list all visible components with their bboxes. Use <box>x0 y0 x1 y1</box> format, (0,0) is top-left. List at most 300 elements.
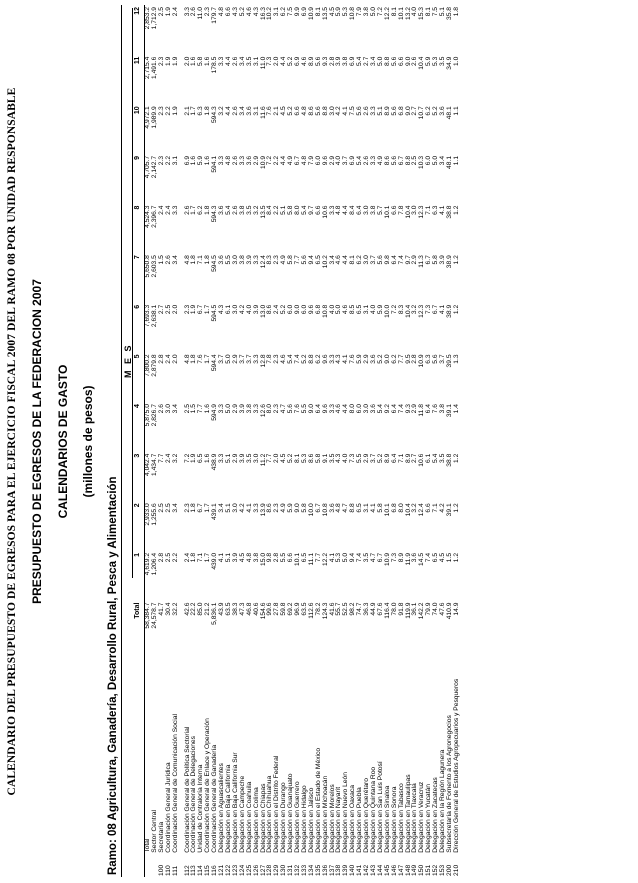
month-value: 5.1 <box>439 7 447 17</box>
month-value: 2.8 <box>328 56 336 66</box>
month-value: 6.7 <box>197 503 205 513</box>
table-row <box>302 5 309 877</box>
month-value: 5.6 <box>376 255 384 265</box>
month-value: 3.9 <box>252 304 260 315</box>
month-value: 11.1 <box>307 552 315 566</box>
total-value: 69.2 <box>287 602 295 616</box>
month-value: 2.3 <box>273 404 281 414</box>
month-value: 1.2 <box>452 255 460 265</box>
unit-code: 115 <box>204 865 212 876</box>
month-value: 7.4 <box>397 255 405 265</box>
month-value: 11.6 <box>259 106 267 119</box>
month-value: 12.6 <box>259 404 267 418</box>
month-value: 9.6 <box>307 304 315 315</box>
table-row <box>412 5 419 877</box>
month-value: 11.2 <box>259 453 267 467</box>
month-value: 6.6 <box>425 503 433 513</box>
month-value: 10.9 <box>418 354 426 368</box>
month-value: 5.1 <box>280 205 288 215</box>
month-value: 1,989.9 <box>150 106 158 129</box>
month-value: 4.7 <box>280 404 288 414</box>
month-value: 3.0 <box>363 205 371 215</box>
unit-name: Delegación en Baja California <box>224 764 232 853</box>
month-value: 5.0 <box>342 552 350 563</box>
month-value: 7.7 <box>266 453 274 463</box>
month-value: 1.1 <box>452 155 460 166</box>
month-value: 3.1 <box>252 56 260 66</box>
month-value: 4.6 <box>335 404 343 414</box>
month-value: 1.7 <box>190 205 198 215</box>
total-value: 44.9 <box>370 602 377 616</box>
month-value: 4.1 <box>328 552 336 563</box>
month-value: 4.5 <box>280 453 288 463</box>
table-row <box>254 5 261 877</box>
month-value: 3.4 <box>439 155 447 166</box>
month-value: 5.8 <box>287 255 295 265</box>
month-value: 1,255.6 <box>150 503 158 526</box>
month-value: 5.2 <box>280 304 288 315</box>
unit-name: Delegación en Oaxaca <box>349 785 357 853</box>
month-value: 5.0 <box>224 404 232 414</box>
month-value: 5.1 <box>224 503 232 513</box>
unit-code: 121 <box>218 864 226 876</box>
unit-name: Delegación en Chihuahua <box>266 775 274 853</box>
month-value: 5.2 <box>300 354 308 364</box>
total-value: 36.3 <box>363 602 371 616</box>
month-value: 3.3 <box>328 404 336 414</box>
month-value: 4,524.3 <box>144 205 151 228</box>
month-value: 6.8 <box>314 304 322 315</box>
table-row <box>240 5 247 877</box>
month-value: 7.6 <box>432 404 440 414</box>
month-value: 3.9 <box>238 453 246 463</box>
unit-name: Delegación en Sonora <box>390 786 398 853</box>
table-row <box>173 5 180 877</box>
month-value: 3.2 <box>411 503 419 513</box>
header-month: 5 <box>133 352 145 402</box>
month-value: 6.1 <box>224 304 232 315</box>
month-value: 6.2 <box>390 354 398 364</box>
unit-name: Coordinación General de Delegaciones <box>190 736 198 853</box>
unit-code: 111 <box>171 865 179 876</box>
month-value: 4.9 <box>280 503 288 513</box>
month-value: 3.5 <box>439 56 447 66</box>
month-value: 438.9 <box>211 453 219 471</box>
month-value: 4.7 <box>370 552 377 563</box>
total-value: 32.2 <box>171 602 179 616</box>
month-value: 1.2 <box>452 503 460 513</box>
total-value: 74.0 <box>432 602 440 616</box>
month-value: 5.3 <box>432 56 440 66</box>
table-row <box>426 5 433 877</box>
month-value: 3.1 <box>363 503 371 513</box>
month-value: 13.0 <box>259 304 267 318</box>
month-value: 1.4 <box>452 404 460 414</box>
table-row <box>323 5 330 877</box>
month-value: 8.9 <box>307 56 315 66</box>
total-value: 55.7 <box>335 602 343 616</box>
month-value: 5.3 <box>342 7 350 17</box>
month-value: 1.8 <box>452 7 460 17</box>
month-value: 6.8 <box>397 106 405 116</box>
month-value: 6.7 <box>314 503 322 513</box>
month-value: 9.0 <box>294 304 302 315</box>
month-value: 2.0 <box>171 304 179 315</box>
unit-name: Delegación en Puebla <box>356 787 364 853</box>
month-value: 15.0 <box>259 552 267 566</box>
month-value: 6.4 <box>390 255 398 265</box>
month-value: 7.6 <box>266 106 274 116</box>
unit-code: 137 <box>328 864 336 876</box>
month-value: 4.5 <box>238 552 246 563</box>
month-value: 3.6 <box>218 205 226 215</box>
month-value: 10.0 <box>383 304 391 318</box>
month-value: 1.7 <box>190 106 198 116</box>
table-row <box>378 5 385 877</box>
month-value: 3.8 <box>363 7 371 17</box>
month-value: 4.3 <box>218 304 226 315</box>
month-value: 3.3 <box>218 56 226 66</box>
month-value: 1,491.6 <box>150 56 158 79</box>
month-value: 1,206.4 <box>150 552 158 576</box>
month-value: 5.6 <box>314 106 322 116</box>
month-value: 12.3 <box>418 304 426 318</box>
month-value: 9.1 <box>321 453 329 463</box>
month-value: 6.4 <box>390 404 398 414</box>
month-value: 7.7 <box>197 404 205 414</box>
month-value: 2.5 <box>183 404 191 414</box>
month-value: 4.8 <box>183 354 191 364</box>
month-value: 9.7 <box>307 205 315 215</box>
month-value: 4.7 <box>342 503 350 513</box>
month-value: 4,972.1 <box>144 106 151 129</box>
month-value: 9.0 <box>404 56 412 66</box>
month-value: 6.0 <box>300 304 308 315</box>
month-value: 2.9 <box>328 155 336 166</box>
month-value: 6.6 <box>224 7 232 17</box>
month-value: 3.2 <box>252 205 260 215</box>
month-value: 3.7 <box>218 354 226 364</box>
unit-code: 125 <box>245 864 253 876</box>
unit-name: Delegación en Campeche <box>238 775 246 853</box>
month-value: 5.0 <box>224 354 232 364</box>
month-value: 6.3 <box>425 354 433 364</box>
month-value: 7,693.3 <box>144 304 151 328</box>
month-value: 7.5 <box>287 7 295 17</box>
month-value: 594.5 <box>211 304 219 322</box>
month-value: 1.5 <box>190 404 198 414</box>
month-value: 6.7 <box>425 255 433 265</box>
month-value: 9.2 <box>383 404 391 414</box>
month-value: 12.4 <box>418 503 426 517</box>
month-value: 7.1 <box>432 503 440 513</box>
table-row <box>152 5 159 877</box>
header-month: 12 <box>133 5 145 55</box>
month-value: 3.0 <box>252 453 260 463</box>
table-row <box>219 5 226 877</box>
month-value: 6.0 <box>356 404 364 414</box>
unit-name: Delegación en Sinaloa <box>383 785 391 853</box>
month-value: 5.8 <box>314 453 322 463</box>
header-name <box>133 654 145 855</box>
month-value: 1.8 <box>190 255 198 265</box>
month-value: 5.4 <box>376 404 384 414</box>
month-value: 5.5 <box>300 404 308 414</box>
month-value: 7.1 <box>397 453 405 463</box>
month-value: 48.1 <box>445 106 453 120</box>
unit-name: Coordinación General Jurídica <box>164 762 172 853</box>
month-value: 6.0 <box>287 304 295 315</box>
unit-name: Delegación en Morelos <box>328 784 336 853</box>
unit-code: 123 <box>231 864 239 876</box>
unit-code: 116 <box>211 865 219 876</box>
month-value: 3.0 <box>231 503 239 513</box>
month-value: 5.1 <box>224 453 232 463</box>
header-code <box>133 855 145 877</box>
month-value: 5.0 <box>432 155 440 166</box>
total-value: 91.8 <box>397 602 405 616</box>
month-value: 9.0 <box>383 354 391 364</box>
header-top-rule <box>121 5 122 877</box>
month-value: 10.4 <box>418 56 426 70</box>
month-value: 4.2 <box>335 106 343 116</box>
month-value: 4.6 <box>245 7 253 17</box>
unit-name: Delegación en la Región Lagunera <box>439 749 447 853</box>
unit-name: Delegación en Guerrero <box>294 781 302 853</box>
month-value: 9.0 <box>307 404 315 414</box>
unit-name: Coordinación General de Ganadería <box>211 744 219 853</box>
table-row <box>191 5 198 877</box>
month-value: 3.8 <box>342 56 350 66</box>
month-value: 8.8 <box>349 503 357 513</box>
unit-name: Subsecretaría de Fomento a los Agronegocios <box>445 715 453 853</box>
month-value: 4.0 <box>328 304 336 315</box>
month-value: 1.6 <box>204 453 212 463</box>
unit-code: 151 <box>425 864 433 876</box>
month-value: 9.9 <box>294 7 302 17</box>
month-value: 2.0 <box>273 56 281 66</box>
month-value: 7.4 <box>294 354 302 364</box>
unit-name: Delegación en Jalisco <box>307 787 315 853</box>
month-value: 3.7 <box>238 354 246 364</box>
month-value: 5.1 <box>224 552 232 563</box>
month-value: 1.8 <box>190 552 198 563</box>
month-value: 3.8 <box>370 205 377 215</box>
total-value: 46.8 <box>245 602 253 616</box>
month-value: 4.1 <box>342 106 350 116</box>
month-value: 2.7 <box>411 106 419 116</box>
month-value: 3.9 <box>238 404 246 414</box>
month-value: 4.1 <box>218 552 226 563</box>
unit-code: 153 <box>439 864 447 876</box>
unit-code: 141 <box>356 864 364 876</box>
month-value: 2.6 <box>363 155 371 166</box>
header-row <box>133 5 145 877</box>
header-month: 9 <box>133 154 145 204</box>
month-value: 3.6 <box>411 552 419 563</box>
month-value: 2.5 <box>157 7 165 17</box>
month-value: 6.7 <box>397 155 405 166</box>
month-value: 2.5 <box>157 503 165 513</box>
month-value: 5.8 <box>287 205 295 215</box>
table-row <box>309 5 316 877</box>
month-value: 3.4 <box>238 106 246 116</box>
month-value: 1.5 <box>445 552 453 563</box>
table-row <box>406 5 413 877</box>
month-value: 1.9 <box>164 56 172 66</box>
month-value: 7.5 <box>432 7 440 17</box>
month-value: 5.7 <box>376 205 384 215</box>
unit-name: Sector Central <box>150 809 158 853</box>
month-value: 5.1 <box>376 106 384 116</box>
month-value: 2.3 <box>273 255 281 265</box>
month-value: 7.7 <box>397 354 405 364</box>
month-value: 10.1 <box>383 205 391 219</box>
month-value: 10.9 <box>259 155 267 169</box>
month-value: 4.5 <box>280 106 288 116</box>
month-value: 8.9 <box>383 106 391 116</box>
month-value: 7.5 <box>349 106 357 116</box>
month-value: 1.8 <box>190 503 198 513</box>
month-value: 8.1 <box>314 7 322 17</box>
month-value: 2,853.2 <box>144 7 151 30</box>
month-value: 4.9 <box>287 155 295 166</box>
header-month: 4 <box>133 402 145 452</box>
month-value: 4.5 <box>439 552 447 563</box>
month-value: 7.1 <box>425 205 433 215</box>
total-value: 116.4 <box>383 602 391 619</box>
month-value: 1.8 <box>190 354 198 364</box>
month-value: 4.3 <box>231 7 239 17</box>
month-value: 1.6 <box>204 404 212 414</box>
unit-code: 135 <box>314 864 322 876</box>
month-value: 3.3 <box>171 205 179 215</box>
unit-code: 110 <box>164 865 172 876</box>
table-row <box>433 5 440 877</box>
month-value: 10.1 <box>383 503 391 517</box>
table-row <box>267 5 274 877</box>
month-value: 7.1 <box>197 552 205 563</box>
month-value: 4.0 <box>370 304 377 315</box>
month-value: 6.1 <box>425 453 433 463</box>
month-value: 1,712.9 <box>150 7 158 30</box>
month-value: 6.4 <box>425 404 433 414</box>
month-value: 11.0 <box>259 56 267 70</box>
unit-name: Delegación en Nayarit <box>335 786 343 853</box>
total-value: 67.6 <box>376 602 384 616</box>
month-value: 3.2 <box>218 106 226 116</box>
month-value: 4.8 <box>218 7 226 17</box>
month-value: 9.3 <box>321 56 329 66</box>
total-value: 85.0 <box>197 602 205 616</box>
total-value: 36.1 <box>411 602 419 616</box>
budget-title: PRESUPUESTO DE EGRESOS DE LA FEDERACION 2007 <box>30 279 44 604</box>
table-header <box>133 5 145 877</box>
month-value: 4.3 <box>252 7 260 17</box>
month-value: 4.6 <box>342 304 350 315</box>
month-value: 5,875.0 <box>144 404 151 427</box>
month-value: 10.6 <box>321 205 329 219</box>
total-value: 27.8 <box>273 602 281 616</box>
month-value: 6.9 <box>183 155 191 166</box>
month-value: 5.8 <box>376 503 384 513</box>
month-value: 4.4 <box>280 56 288 66</box>
month-value: 4.1 <box>439 205 447 215</box>
month-value: 7.8 <box>397 205 405 215</box>
total-value: 43.9 <box>218 602 226 616</box>
budget-calendar-table <box>133 5 461 877</box>
month-value: 2.2 <box>273 155 281 166</box>
month-value: 9.5 <box>404 354 412 364</box>
unit-name: Delegación en Querétaro <box>363 778 371 853</box>
month-value: 3.0 <box>231 255 239 265</box>
month-value: 2.7 <box>411 453 419 463</box>
month-value: 1.6 <box>204 155 212 166</box>
month-value: 3.3 <box>328 354 336 364</box>
month-value: 3.6 <box>245 106 253 116</box>
month-value: 6.5 <box>314 255 322 265</box>
month-value: 2.8 <box>411 354 419 364</box>
month-value: 6.3 <box>432 205 440 215</box>
month-value: 9.0 <box>404 106 412 116</box>
unit-name: Coordinación General de Comunicación Social <box>171 714 179 853</box>
month-value: 7.4 <box>397 404 405 414</box>
month-value: 4.0 <box>335 155 343 166</box>
month-value: 7.6 <box>197 354 205 364</box>
month-value: 4.2 <box>238 503 246 513</box>
unit-code: 134 <box>307 864 315 876</box>
month-value: 1.2 <box>452 552 460 563</box>
month-value: 2.4 <box>183 552 191 563</box>
month-value: 3.6 <box>439 106 447 116</box>
total-value: 154.6 <box>259 602 267 620</box>
month-value: 7.3 <box>266 56 274 66</box>
total-value: 41.7 <box>157 602 165 616</box>
month-value: 3.3 <box>183 7 191 17</box>
month-value: 3.7 <box>370 453 377 463</box>
month-value: 8.0 <box>397 503 405 513</box>
month-value: 594.3 <box>211 106 219 124</box>
month-value: 3.3 <box>218 155 226 166</box>
table-row <box>330 5 337 877</box>
month-value: 4,042.4 <box>144 453 151 476</box>
month-value: 3.3 <box>252 255 260 265</box>
month-value: 1.9 <box>164 7 172 17</box>
month-value: 39.5 <box>445 354 453 368</box>
month-value: 4.0 <box>342 453 350 463</box>
month-value: 3.4 <box>171 404 179 414</box>
month-value: 6.9 <box>294 56 302 66</box>
month-value: 3.3 <box>218 453 226 463</box>
unit-code: 210 <box>452 864 460 876</box>
month-value: 7.4 <box>425 552 433 563</box>
unit-code: 112 <box>183 865 191 876</box>
table-row <box>316 5 323 877</box>
month-value: 1.7 <box>204 503 212 513</box>
table-row <box>392 5 399 877</box>
header-month: 8 <box>133 204 145 254</box>
unit-name: Delegación en Yucatán <box>425 784 433 853</box>
month-value: 7.2 <box>390 304 398 315</box>
unit-code: 100 <box>157 864 165 876</box>
month-value: 3.1 <box>273 7 281 17</box>
month-value: 2,603.5 <box>150 255 158 278</box>
month-value: 13.5 <box>321 7 329 21</box>
month-value: 5.3 <box>335 552 343 563</box>
month-value: 6.5 <box>197 453 205 463</box>
month-value: 5.9 <box>335 7 343 17</box>
total-value: 74.7 <box>356 602 364 616</box>
